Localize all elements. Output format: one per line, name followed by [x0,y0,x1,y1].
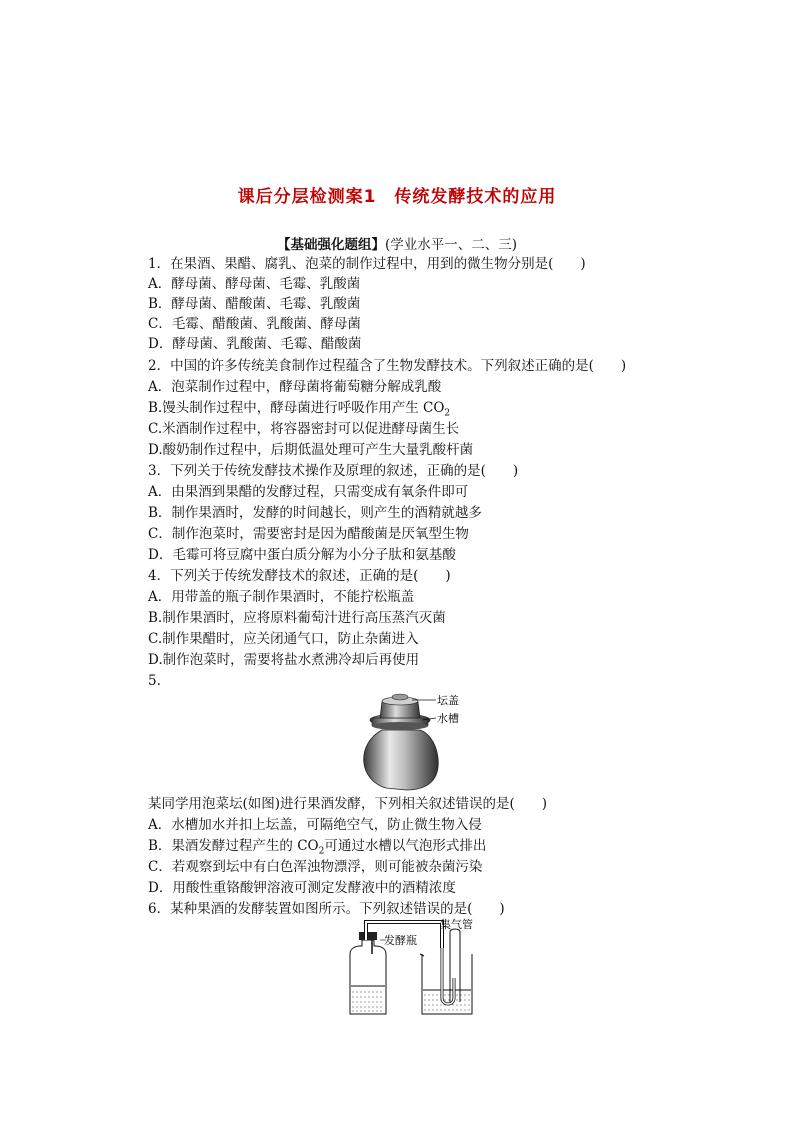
q5-option-b-text-2: 可通过水槽以气泡形式排出 [324,838,487,854]
q1-option-c: C．毛霉、醋酸菌、乳酸菌、酵母菌 [148,316,361,332]
section-heading-note: (学业水平一、二、三) [384,237,518,253]
q5-option-b-text: B．果酒发酵过程产生的 CO [148,838,319,854]
q5-option-d: D．用酸性重铬酸钾溶液可测定发酵液中的酒精浓度 [148,880,456,896]
q4-option-c: C.制作果醋时，应关闭通气口，防止杂菌进入 [148,631,419,647]
label-bottle: 发酵瓶 [384,934,417,947]
q4-stem: 4．下列关于传统发酵技术的叙述，正确的是( ) [148,568,451,584]
q5-option-a: A．水槽加水并扣上坛盖，可隔绝空气，防止微生物入侵 [148,817,482,833]
label-tube: 集气管 [440,918,473,931]
label-trough: 水槽 [437,712,459,725]
q2-option-d: D.酸奶制作过程中，后期低温处理可产生大量乳酸杆菌 [148,442,474,458]
page-title: 课后分层检测案1 传统发酵技术的应用 [237,187,557,207]
q2-option-b-text: B.馒头制作过程中，酵母菌进行呼吸作用产生 CO [148,400,445,416]
q2-option-c: C.米酒制作过程中，将容器密封可以促进酵母菌生长 [148,421,460,437]
q3-option-d: D．毛霉可将豆腐中蛋白质分解为小分子肽和氨基酸 [148,547,456,563]
q1-option-a: A．酵母菌、酵母菌、毛霉、乳酸菌 [148,276,361,292]
q1-stem: 1．在果酒、果醋、腐乳、泡菜的制作过程中，用到的微生物分别是( ) [148,256,586,272]
q3-option-a: A．由果酒到果醋的发酵过程，只需变成有氧条件即可 [148,484,469,500]
pickle-jar-figure [360,688,480,792]
q4-option-a: A．用带盖的瓶子制作果酒时，不能拧松瓶盖 [148,589,415,605]
section-heading-bold: 【基础强化题组】 [276,237,385,253]
section-heading [0,233,794,253]
q3-option-c: C．制作泡菜时，需要密封是因为醋酸菌是厌氧型生物 [148,526,469,542]
q2-option-a: A．泡菜制作过程中，酵母菌将葡萄糖分解成乳酸 [148,379,442,395]
q2-stem: 2．中国的许多传统美食制作过程蕴含了生物发酵技术。下列叙述正确的是( ) [148,358,627,374]
q5-option-c: C．若观察到坛中有白色浑浊物漂浮，则可能被杂菌污染 [148,859,483,875]
q3-option-b: B．制作果酒时，发酵的时间越长，则产生的酒精就越多 [148,505,482,521]
fermentation-apparatus-figure [340,918,490,1018]
q5-number: 5. [148,673,161,689]
q2-option-b-sub: 2 [444,408,451,419]
q4-option-d: D.制作泡菜时，需要将盐水煮沸冷却后再使用 [148,652,420,668]
q5-option-b-sub: 2 [318,846,325,857]
q1-option-b: B．酵母菌、醋酸菌、毛霉、乳酸菌 [148,296,361,312]
q6-stem: 6．某种果酒的发酵装置如图所示。下列叙述错误的是( ) [148,901,505,917]
q1-option-d: D．酵母菌、乳酸菌、毛霉、醋酸菌 [148,336,362,352]
label-lid: 坛盖 [437,694,459,707]
q3-stem: 3．下列关于传统发酵技术操作及原理的叙述，正确的是( ) [148,463,519,479]
q4-option-b: B.制作果酒时，应将原料葡萄汁进行高压蒸汽灭菌 [148,610,446,626]
q5-stem: 某同学用泡菜坛(如图)进行果酒发酵，下列相关叙述错误的是( ) [148,796,548,812]
